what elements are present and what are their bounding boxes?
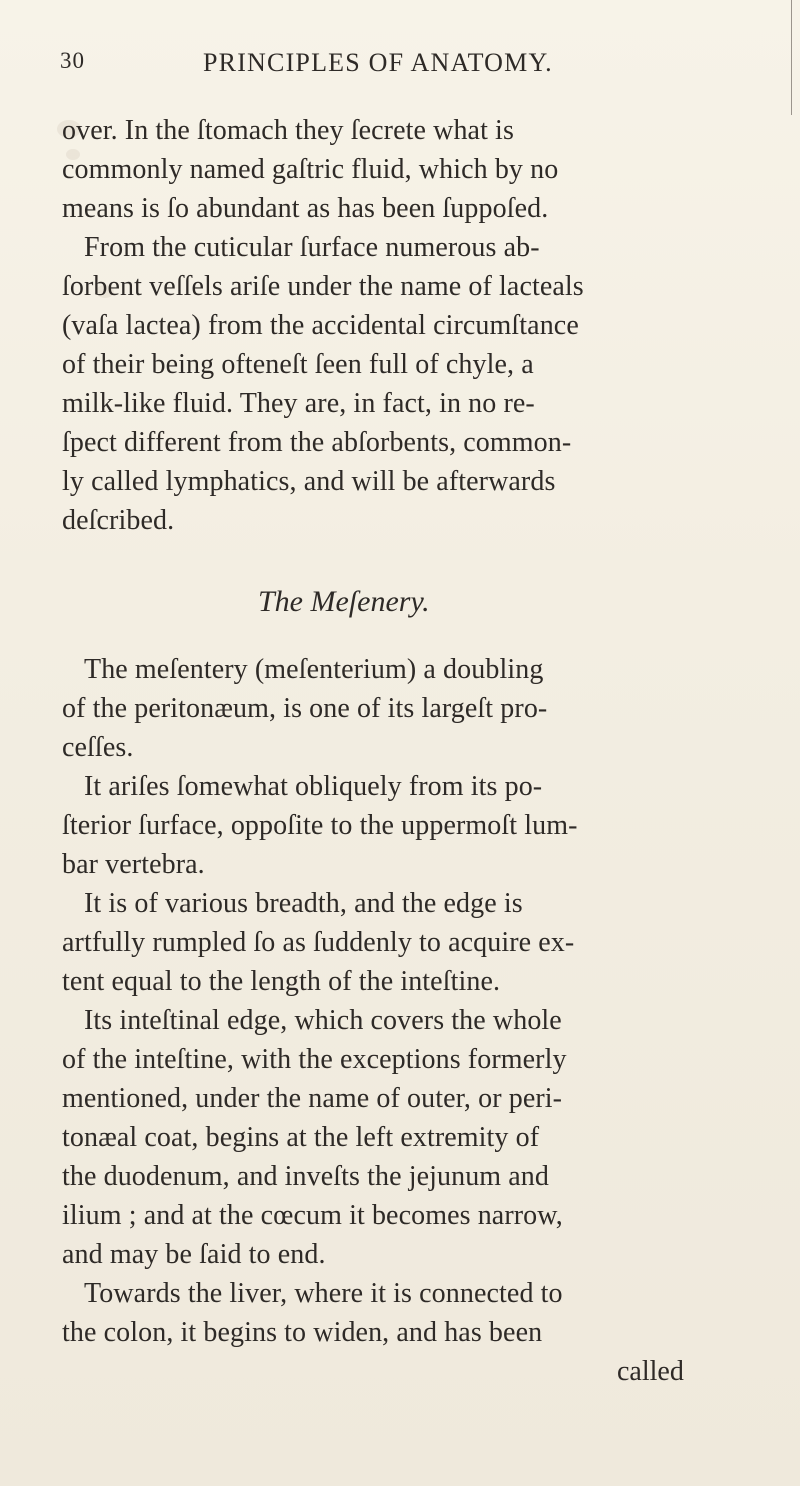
text-line: Its inteſtinal edge, which covers the whole [84,1005,562,1036]
text-line: Towards the liver, where it is connected to [84,1278,563,1309]
text-line: ſorbent veſſels ariſe under the name of lacteals [62,271,584,302]
text-line: the duodenum, and inveſts the jejunum and [62,1161,550,1192]
text-line: tent equal to the length of the inteſtine. [62,966,501,997]
text-line: the colon, it begins to widen, and has been [62,1317,543,1348]
text-line: ly called lymphatics, and will be afterwards [62,466,556,497]
text-line: and may be ſaid to end. [62,1239,326,1270]
text-line: mentioned, under the name of outer, or peri- [62,1083,563,1114]
page-number: 30 [60,48,85,73]
text-line: ſpect different from the abſorbents, common- [62,427,572,458]
catchword: called [617,1356,684,1387]
text-line: bar vertebra. [62,849,205,880]
running-title: PRINCIPLES OF ANATOMY. [203,48,553,77]
text-line: of the peritonæum, is one of its largeſt pro- [62,693,548,724]
text-line: milk-like fluid. They are, in fact, in no re- [62,388,535,419]
running-head [60,48,620,88]
text-line: ceſſes. [62,732,134,763]
text-line: means is ſo abundant as has been ſuppoſed. [62,193,549,224]
text-line: tonæal coat, begins at the left extremity of [62,1122,540,1153]
text-line: of the inteſtine, with the exceptions formerly [62,1044,567,1075]
text-line: ilium ; and at the cœcum it becomes narrow, [62,1200,563,1231]
text-line: artfully rumpled ſo as ſuddenly to acquire ex- [62,927,575,958]
text-line: It ariſes ſomewhat obliquely from its po- [84,771,543,802]
text-line: ſterior ſurface, oppoſite to the uppermoſt lum- [62,810,578,841]
text-line: deſcribed. [62,505,175,536]
text-line: commonly named gaſtric fluid, which by no [62,154,559,185]
section-heading: The Meſenery. [258,585,430,618]
text-line: The meſentery (meſenterium) a doubling [84,654,544,685]
page-edge-line [791,0,792,115]
text-line: over. In the ſtomach they ſecrete what is [62,115,514,146]
text-line: (vaſa lactea) from the accidental circumſtance [62,310,579,341]
text-line: From the cuticular ſurface numerous ab- [84,232,540,263]
text-line: It is of various breadth, and the edge is [84,888,523,919]
text-line: of their being ofteneſt ſeen full of chyle, a [62,349,534,380]
